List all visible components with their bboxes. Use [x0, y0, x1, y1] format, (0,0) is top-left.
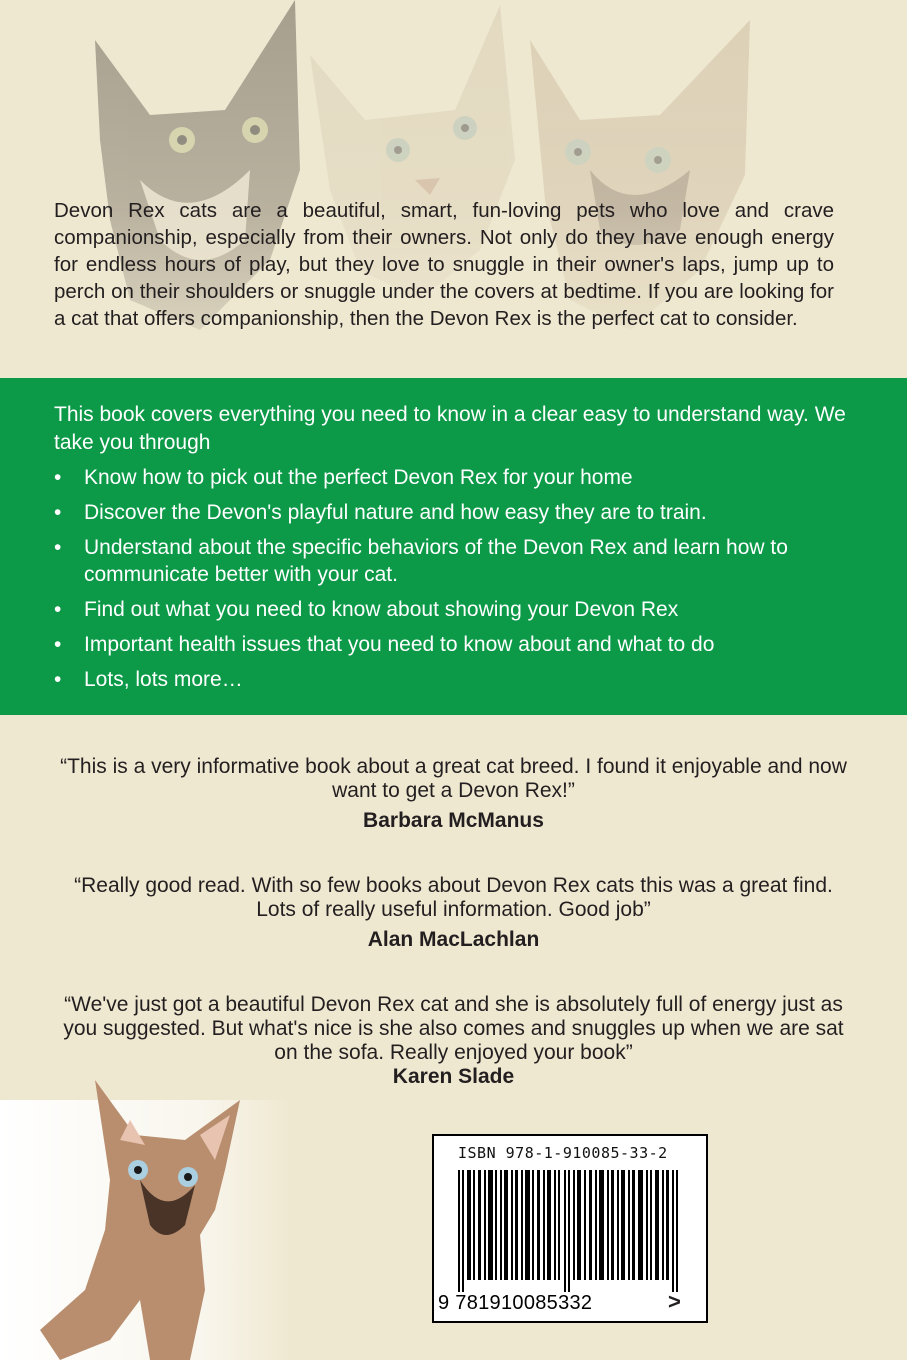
review-quote: “This is a very informative book about a great cat breed. I found it enjoyable and now want to get a Devon Rex!”: [60, 755, 847, 802]
kitten-photo: [0, 1060, 290, 1360]
bullet-icon: •: [54, 633, 62, 656]
review-quote: “Really good read. With so few books about Devon Rex cats this was a great find. Lots of really useful information. Good job”: [74, 874, 833, 921]
review-author: Barbara McManus: [363, 809, 544, 832]
list-item: [54, 534, 854, 588]
highlights-lead: This book covers everything you need to know in a clear easy to understand way. We take you through: [54, 403, 846, 454]
list-item-text: Understand about the specific behaviors of the Devon Rex and learn how to communicate better with your cat.: [84, 536, 788, 586]
bullet-icon: •: [54, 501, 62, 524]
list-item: [54, 499, 854, 526]
intro-paragraph: Devon Rex cats are a beautiful, smart, fun-loving pets who love and crave companionship, especially from their owners. Not only do they have enough energy for endless hours of play, but they love to snuggle in their owner's laps, jump up to perch on their shoulders or snuggle under the covers at bedtime. If you are looking for a cat that offers companionship, then the Devon Rex is the perfect cat to consider.: [54, 199, 834, 330]
list-item: [54, 631, 854, 658]
list-item: [54, 666, 854, 693]
bullet-icon: •: [54, 536, 62, 559]
list-item-text: Know how to pick out the perfect Devon Rex for your home: [84, 466, 633, 489]
list-item-text: Discover the Devon's playful nature and how easy they are to train.: [84, 501, 707, 524]
list-item-text: Lots, lots more…: [84, 668, 243, 691]
review-author: Karen Slade: [392, 1065, 515, 1088]
review-1: [60, 755, 847, 833]
bullet-icon: •: [54, 668, 62, 691]
list-item: [54, 596, 854, 623]
list-item-text: Find out what you need to know about showing your Devon Rex: [84, 598, 679, 621]
book-highlights-band: [0, 378, 907, 715]
list-item: [54, 464, 854, 491]
review-author: Alan MacLachlan: [367, 928, 540, 951]
isbn-barcode: [432, 1134, 708, 1323]
list-item-text: Important health issues that you need to know about and what to do: [84, 633, 715, 656]
barcode-digits: 9 781910085332: [438, 1292, 593, 1314]
review-2: [60, 874, 847, 952]
barcode-bars: [458, 1170, 686, 1292]
highlights-list: [54, 464, 854, 701]
review-quote: “We've just got a beautiful Devon Rex cat and she is absolutely full of energy just as you suggested. But what's nice is she also comes and snuggles up when we are sat on the sofa. Really enjoyed your book”: [63, 993, 844, 1064]
bullet-icon: •: [54, 598, 62, 621]
barcode-arrow-icon: >: [668, 1289, 681, 1314]
isbn-label: ISBN 978-1-910085-33-2: [458, 1144, 668, 1162]
bullet-icon: •: [54, 466, 62, 489]
